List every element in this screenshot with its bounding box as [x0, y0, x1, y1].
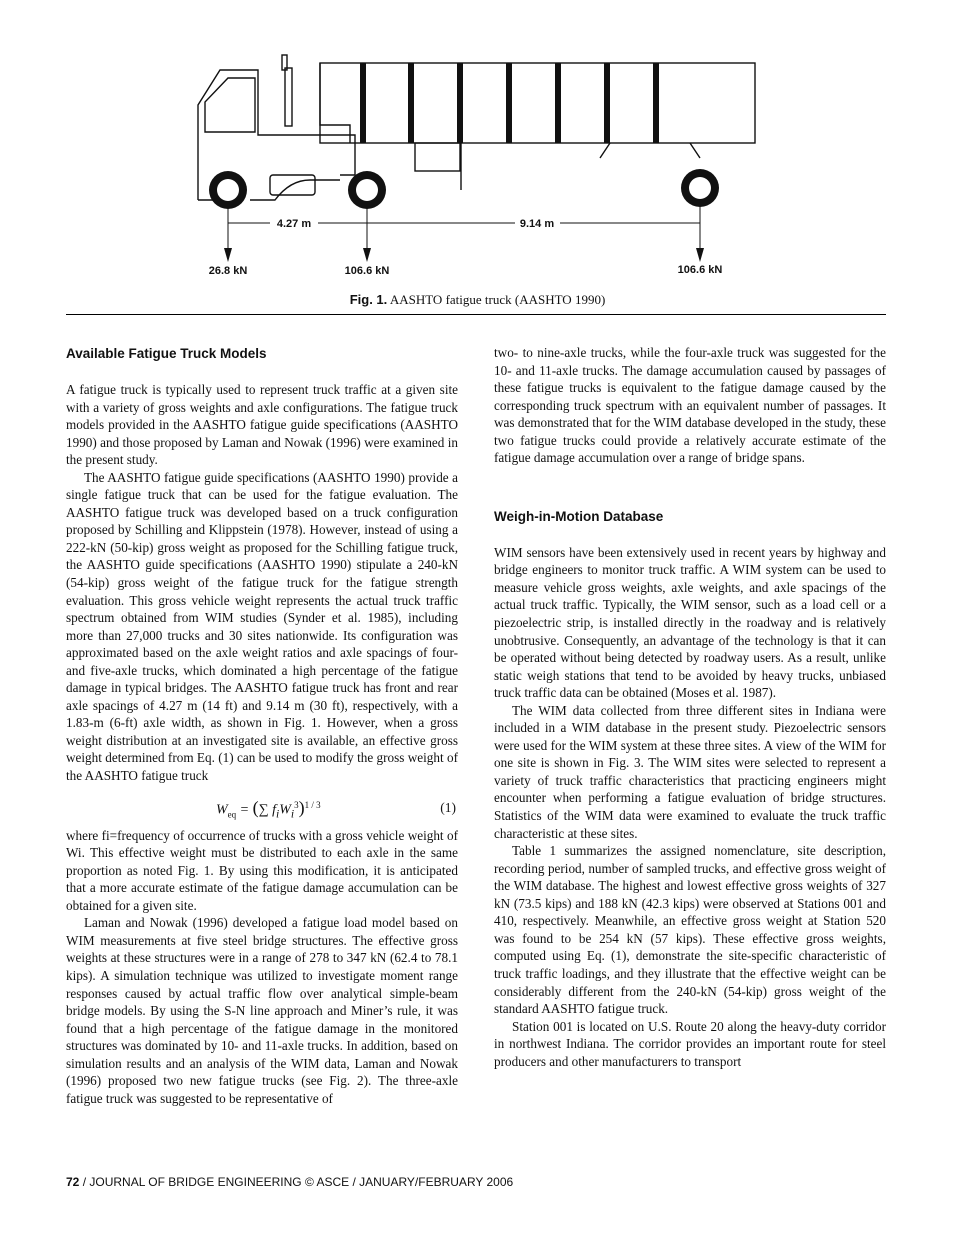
rear-spacing-label: 9.14 m [519, 218, 555, 230]
divider [66, 314, 886, 315]
middle-axle-load: 106.6 kN [344, 265, 390, 277]
left-column [66, 344, 458, 1107]
paragraph: Laman and Nowak (1996) developed a fatigue load model based on WIM measurements at five steel bridge structures. The effective gross weights at these structures were in a range of 278 to 347 kN (62.4 to 78.1 kips). A simulation technique was utilized to investigate moment range responses caused by actual traffic flow over analytical simple-beam bridge models. By using the S-N line approach and Miner’s rule, it was found that a high percentage of the fatigue damage in the monitored structures was dominated by 10- and 11-axle trucks. In addition, based on simulation results and an analysis of the WIM data, Laman and Nowak (1996) proposed two new fatigue trucks (see Fig. 2). The three-axle fatigue truck was suggested to be representative of [66, 915, 458, 1106]
wheel-rear [681, 169, 719, 207]
paragraph: WIM sensors have been extensively used in recent years by highway and bridge engineers to monitor truck traffic. A WIM system can be used to measure vehicle gross weights, axle weights, and axle spacings of the actual truck traffic. Typically, the WIM sensor, such as a load cell or a piezoelectric strip, is installed directly in the roadway and is relatively unobtrusive. Consequently, an advantage of the technology is that it can be operated without being detected by roadway users. As a result, unlike static weigh stations that tend to be avoided by heavy trucks, unbiased truck traffic data can be obtained (Moses et al. 1987). [494, 544, 886, 701]
caption-text: AASHTO fatigue truck (AASHTO 1990) [389, 292, 606, 307]
page-number: 72 [66, 1175, 80, 1189]
page-footer [66, 1175, 513, 1189]
journal-info: / JOURNAL OF BRIDGE ENGINEERING © ASCE / JANUARY/FEBRUARY 2006 [79, 1175, 514, 1189]
paragraph: two- to nine-axle trucks, while the four-axle truck was suggested for the 10- and 11-axle trucks. The damage accumulation caused by passages of these fatigue trucks is equivalent to the fatigue damage caused by the corresponding truck spectrum with an equivalent number of passages. It was demonstrated that for the WIM database developed in the study, these two fatigue trucks could provide a relatively accurate estimate of the fatigue damage accumulation over a range of bridge spans. [494, 345, 886, 466]
right-column [494, 344, 886, 1070]
front-axle-load: 26.8 kN [208, 265, 248, 277]
equation-formula: $W_{eq}$ = (∑ $f_iW_i^3)^{1 / 3}$ [216, 797, 321, 821]
paragraph: Table 1 summarizes the assigned nomenclature, site description, recording period, number of sampled trucks, and effective gross weight of the WIM database. The highest and lowest effective gross weights of 327 kN (73.5 kips) and 188 kN (42.3 kips) were observed at Stations 001 and 410, respectively. Meanwhile, an effective gross weight at Station 520 was found to be 254 kN (57 kips). These effective gross weights, computed using Eq. (1), demonstrate the site-specific characteristic of truck traffic loadings, and they illustrate that the effective weight can be considerably different from the 240-kN (54-kip) gross weight of the standard AASHTO fatigue truck. [494, 843, 886, 1017]
figure-caption [0, 292, 955, 308]
rear-axle-load: 106.6 kN [677, 264, 723, 276]
section-heading: Available Fatigue Truck Models [66, 346, 267, 361]
paragraph: A fatigue truck is typically used to represent truck traffic at a given site with a variety of gross weights and axle configurations. The fatigue truck models provided in the AASHTO fatigue guide specifications (AASHTO 1990) and those proposed by Laman and Nowak (1996) were examined in the present study. [66, 382, 458, 468]
section-heading: Weigh-in-Motion Database [494, 508, 664, 524]
wheel-front [209, 171, 247, 209]
equation [66, 791, 458, 827]
aashto-fatigue-truck-figure [190, 40, 770, 290]
front-spacing-label: 4.27 m [276, 218, 312, 230]
paragraph: The AASHTO fatigue guide specifications (AASHTO 1990) provide a single fatigue truck that can be used for the fatigue evaluation. The AASHTO fatigue truck was developed based on a truck configuration proposed by Schilling and Klippstein (1978). However, instead of using a 222-kN (50-kip) gross weight as proposed for the Schilling fatigue truck, the AASHTO guide specifications (AASHTO 1990) stipulate a 240-kN (54-kip) gross weight of the fatigue truck for the fatigue strength evaluation. This gross vehicle weight represents the actual truck traffic spectrum obtained from WIM studies (Synder et al. 1985), including more than 27,000 trucks and 30 sites nationwide. Its configuration was approximated based on the axle weight ratios and axle spacings of four- and five-axle trucks, which dominated a high percentage of the fatigue damage in typical bridges. The AASHTO fatigue truck has front and rear axle spacings of 4.27 m (14 ft) and 9.14 m (30 ft), respectively, with a 1.83-m (6-ft) axle width, as shown in Fig. 1. However, when a gross weight distribution at an investigated site is available, an effective gross weight determined from Eq. (1) can be used to modify the gross weight of the AASHTO fatigue truck [66, 469, 458, 784]
caption-label: Fig. 1. [349, 292, 388, 307]
paragraph: where fi=frequency of occurrence of trucks with a gross vehicle weight of Wi. This effective weight must be distributed to each axle in the same proportion as noted Fig. 1. By using this modification, it is anticipated that a more accurate estimate of the fatigue damage accumulation can be obtained for a given site. [66, 827, 458, 913]
paragraph: The WIM data collected from three different sites in Indiana were included in a WIM database in the present study. Piezoelectric sensors were used for the WIM system at these three sites. A view of the WIM for one site is shown in Fig. 3. The WIM sites were selected to represent a variety of truck traffic characteristics that practicing engineers might encounter when performing a fatigue evaluation of bridge structures. Statistics of the WIM data were examined to evaluate the truck traffic characteristic at these sites. [494, 702, 886, 841]
equation-number: (1) [440, 799, 456, 815]
trailer-body [320, 63, 755, 143]
paragraph: Station 001 is located on U.S. Route 20 along the heavy-duty corridor in northwest Indiana. The corridor provides an important route for steel producers and other manufacturers to transport [494, 1018, 886, 1069]
wheel-middle [348, 171, 386, 209]
